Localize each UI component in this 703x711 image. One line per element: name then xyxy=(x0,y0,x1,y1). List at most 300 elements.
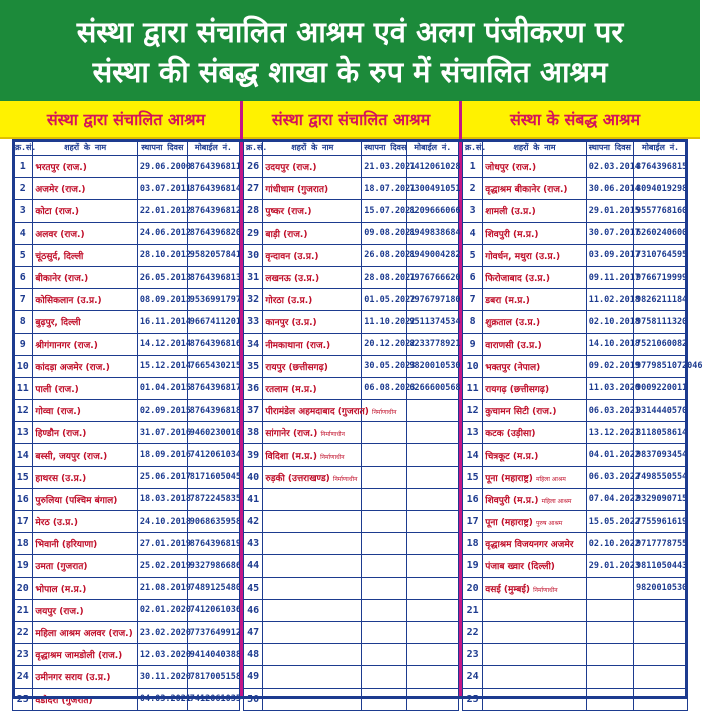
table-row xyxy=(13,400,240,422)
row-serial: 18 xyxy=(13,533,33,555)
row-established-date xyxy=(362,621,407,643)
row-established-date xyxy=(362,688,407,710)
row-established-date: 04.03.2021 xyxy=(137,688,187,710)
row-city-name: उमीनगर सराय (उ.प्र.) xyxy=(35,673,111,684)
row-serial: 9 xyxy=(13,333,33,355)
table-row xyxy=(244,644,459,666)
row-established-date xyxy=(586,688,633,710)
row-established-date: 29.06.2000 xyxy=(137,156,187,178)
row-mobile: 9314440570 xyxy=(634,400,688,422)
row-city xyxy=(263,533,362,555)
row-city-name: गोव्वा (राज.) xyxy=(35,407,81,418)
row-established-date: 18.07.2021 xyxy=(362,178,407,200)
row-mobile: 8171605045 xyxy=(187,466,239,488)
row-mobile: 9667411201 xyxy=(187,311,239,333)
row-city xyxy=(483,377,587,399)
row-serial: 37 xyxy=(244,400,263,422)
row-established-date: 13.12.2021 xyxy=(586,422,633,444)
row-serial: 5 xyxy=(13,244,33,266)
col-header-mobile: मोबाईल नं. xyxy=(634,140,688,156)
panel-title: संस्था द्वारा संचालित आश्रम xyxy=(46,110,206,129)
row-established-date: 07.04.2022 xyxy=(586,488,633,510)
row-city xyxy=(33,555,137,577)
row-city-name: वृन्दावन (उ.प्र.) xyxy=(265,251,319,262)
row-mobile: 7412061036 xyxy=(187,599,239,621)
table-row xyxy=(244,156,459,178)
row-city-name: पीरामंडेल अहमदाबाद (गुजरात) xyxy=(265,407,369,418)
row-city-name: कुचामन सिटी (राज.) xyxy=(485,407,557,418)
row-mobile: 7755961619 xyxy=(634,511,688,533)
row-city xyxy=(263,156,362,178)
row-serial: 3 xyxy=(13,200,33,222)
table-row xyxy=(463,444,688,466)
row-established-date: 21.08.2019 xyxy=(137,577,187,599)
row-mobile xyxy=(407,422,459,444)
row-established-date: 30.06.2014 xyxy=(586,178,633,200)
row-established-date: 01.04.2015 xyxy=(137,377,187,399)
table-row xyxy=(244,488,459,510)
row-mobile: 6266600568 xyxy=(407,377,459,399)
row-serial: 39 xyxy=(244,444,263,466)
row-established-date xyxy=(362,599,407,621)
row-city xyxy=(263,377,362,399)
row-city xyxy=(33,533,137,555)
row-city-name: वृद्धाश्रम विजयनगर अजमेर xyxy=(485,540,574,551)
row-mobile: 9327986686 xyxy=(187,555,239,577)
row-city-name: चूंठसुर्द, दिल्ली xyxy=(35,251,84,262)
row-city xyxy=(483,422,587,444)
row-status-tag: निर्माणाधीन xyxy=(332,475,358,483)
row-city-name: रायपुर (छत्तीसगढ़) xyxy=(265,362,328,373)
row-city xyxy=(33,644,137,666)
row-mobile xyxy=(407,400,459,422)
row-mobile: 9511374534 xyxy=(407,311,459,333)
row-established-date: 22.01.2012 xyxy=(137,200,187,222)
row-established-date: 09.08.2021 xyxy=(362,222,407,244)
row-established-date: 15.07.2021 xyxy=(362,200,407,222)
row-established-date: 03.07.2011 xyxy=(137,178,187,200)
row-mobile: 7521060082 xyxy=(634,333,688,355)
row-serial: 14 xyxy=(463,444,483,466)
row-city xyxy=(483,599,587,621)
row-established-date: 06.08.2023 xyxy=(362,377,407,399)
panel-affiliated-ashrams xyxy=(462,101,703,705)
table-row xyxy=(463,244,688,266)
table-row xyxy=(13,333,240,355)
table-row xyxy=(13,422,240,444)
row-serial: 10 xyxy=(13,355,33,377)
row-established-date: 26.05.2013 xyxy=(137,266,187,288)
row-mobile: 7665430215 xyxy=(187,355,239,377)
row-serial: 8 xyxy=(13,311,33,333)
row-mobile: 8764396816 xyxy=(187,333,239,355)
table-row xyxy=(463,599,688,621)
row-city xyxy=(33,178,137,200)
table-header-row xyxy=(463,140,688,156)
row-mobile: 9717778755 xyxy=(634,533,688,555)
row-serial: 50 xyxy=(244,688,263,710)
row-city xyxy=(483,311,587,333)
table-header-row xyxy=(244,140,459,156)
row-city xyxy=(33,688,137,710)
row-established-date: 14.12.2014 xyxy=(137,333,187,355)
row-serial: 15 xyxy=(13,466,33,488)
row-mobile: 9758111320 xyxy=(634,311,688,333)
col-header-name: शहरों के नाम xyxy=(483,140,587,156)
table-row xyxy=(13,511,240,533)
table-row xyxy=(13,466,240,488)
row-city xyxy=(263,466,362,488)
row-mobile: 7412061035 xyxy=(187,688,239,710)
col-header-date: स्थापना दिवस xyxy=(586,140,633,156)
row-mobile: 8764396812 xyxy=(187,200,239,222)
row-city xyxy=(483,644,587,666)
row-city xyxy=(483,688,587,710)
table-row xyxy=(463,400,688,422)
row-serial: 24 xyxy=(463,666,483,688)
row-serial: 26 xyxy=(244,156,263,178)
row-mobile xyxy=(634,599,688,621)
table-row xyxy=(463,621,688,643)
row-city-name: शामली (उ.प्र.) xyxy=(485,207,536,218)
row-city xyxy=(263,666,362,688)
row-established-date xyxy=(362,555,407,577)
header-title-line2: संस्था की संबद्ध शाखा के रुप में संचालित आश्रम xyxy=(92,55,608,89)
table-row xyxy=(463,488,688,510)
row-city xyxy=(33,355,137,377)
row-city-name: उदयपुर (राज.) xyxy=(265,163,317,174)
row-established-date: 06.03.2022 xyxy=(586,466,633,488)
row-established-date: 08.09.2013 xyxy=(137,289,187,311)
row-serial: 2 xyxy=(463,178,483,200)
table-row xyxy=(13,200,240,222)
table-row xyxy=(13,577,240,599)
row-serial: 14 xyxy=(13,444,33,466)
row-city xyxy=(483,666,587,688)
row-serial: 7 xyxy=(463,289,483,311)
row-serial: 16 xyxy=(463,488,483,510)
row-mobile: 7737649912 xyxy=(187,621,239,643)
table-row xyxy=(463,422,688,444)
row-mobile: 7817005158 xyxy=(187,666,239,688)
table-row xyxy=(244,621,459,643)
row-serial: 42 xyxy=(244,511,263,533)
row-city xyxy=(263,222,362,244)
table-row xyxy=(463,200,688,222)
row-established-date: 28.10.2012 xyxy=(137,244,187,266)
panel-title: संस्था के संबद्ध आश्रम xyxy=(509,110,641,129)
table-row xyxy=(463,156,688,178)
row-serial: 11 xyxy=(13,377,33,399)
row-city xyxy=(263,577,362,599)
row-established-date xyxy=(362,444,407,466)
table-row xyxy=(244,266,459,288)
row-established-date: 30.05.2023 xyxy=(362,355,407,377)
row-city xyxy=(33,333,137,355)
row-established-date xyxy=(586,577,633,599)
row-serial: 29 xyxy=(244,222,263,244)
col-header-date: स्थापना दिवस xyxy=(362,140,407,156)
row-established-date xyxy=(586,644,633,666)
row-city xyxy=(483,289,587,311)
row-city xyxy=(483,156,587,178)
row-city xyxy=(263,644,362,666)
table-row xyxy=(13,156,240,178)
row-established-date: 23.02.2020 xyxy=(137,621,187,643)
row-serial: 36 xyxy=(244,377,263,399)
row-mobile: 9766719999 xyxy=(634,266,688,288)
row-serial: 7 xyxy=(13,289,33,311)
table-row xyxy=(463,222,688,244)
row-city xyxy=(483,533,587,555)
row-mobile xyxy=(407,599,459,621)
table-row xyxy=(244,422,459,444)
row-city-name: कटक (उड़ीसा) xyxy=(485,429,536,440)
row-serial: 6 xyxy=(13,266,33,288)
row-established-date: 30.11.2020 xyxy=(137,666,187,688)
row-serial: 45 xyxy=(244,577,263,599)
row-city-name: विदिशा (म.प्र.) xyxy=(265,451,317,462)
table-row xyxy=(463,666,688,688)
row-serial: 1 xyxy=(13,156,33,178)
row-serial: 19 xyxy=(13,555,33,577)
table-row xyxy=(244,688,459,710)
row-established-date: 16.11.2014 xyxy=(137,311,187,333)
row-mobile: 8233778921 xyxy=(407,333,459,355)
row-city-name: वाराणसी (उ.प्र.) xyxy=(485,340,542,351)
table-row xyxy=(244,577,459,599)
row-serial: 3 xyxy=(463,200,483,222)
col-header-name: शहरों के नाम xyxy=(263,140,362,156)
row-serial: 6 xyxy=(463,266,483,288)
row-serial: 49 xyxy=(244,666,263,688)
col-header-sn: क्र.सं. xyxy=(244,140,263,156)
row-city-name: नीमकाथाना (राज.) xyxy=(265,340,331,351)
row-serial: 24 xyxy=(13,666,33,688)
table-row xyxy=(463,311,688,333)
row-city xyxy=(483,266,587,288)
row-city-name: बुढ़पुर, दिल्ली xyxy=(35,318,81,329)
row-mobile xyxy=(634,621,688,643)
col-header-name: शहरों के नाम xyxy=(33,140,137,156)
row-serial: 25 xyxy=(13,688,33,710)
row-city-name: रतलाम (म.प्र.) xyxy=(265,384,317,395)
row-established-date: 02.01.2020 xyxy=(137,599,187,621)
row-established-date xyxy=(362,644,407,666)
row-city-name: वृद्धाश्रम बीकानेर (राज.) xyxy=(485,185,568,196)
table-row xyxy=(244,355,459,377)
row-city-name: उमता (गुजरात) xyxy=(35,562,88,573)
row-serial: 12 xyxy=(13,400,33,422)
row-serial: 32 xyxy=(244,289,263,311)
row-city-name: जयपुर (राज.) xyxy=(35,606,84,617)
row-serial: 19 xyxy=(463,555,483,577)
row-city xyxy=(33,599,137,621)
table-row xyxy=(463,289,688,311)
table-row xyxy=(244,466,459,488)
row-status-tag: निर्माणाधीन xyxy=(320,431,345,439)
row-serial: 31 xyxy=(244,266,263,288)
row-established-date: 24.06.2012 xyxy=(137,222,187,244)
table-row xyxy=(13,289,240,311)
row-serial: 21 xyxy=(463,599,483,621)
table-row xyxy=(244,400,459,422)
row-city xyxy=(483,488,587,510)
row-established-date xyxy=(362,533,407,555)
panel-title: संस्था द्वारा संचालित आश्रम xyxy=(271,110,431,129)
row-mobile: 8764396818 xyxy=(187,400,239,422)
ashram-table xyxy=(243,139,459,711)
row-established-date: 14.10.2018 xyxy=(586,333,633,355)
row-mobile: 9009220011 xyxy=(634,377,688,399)
row-city-name: महिला आश्रम अलवर (राज.) xyxy=(35,629,133,640)
row-mobile: 8764396815 xyxy=(634,156,688,178)
row-city xyxy=(263,621,362,643)
row-established-date: 03.09.2017 xyxy=(586,244,633,266)
row-city xyxy=(263,599,362,621)
row-serial: 23 xyxy=(13,644,33,666)
row-city xyxy=(483,511,587,533)
table-row xyxy=(13,444,240,466)
row-city xyxy=(263,289,362,311)
row-mobile: 9826211184 xyxy=(634,289,688,311)
row-city-name: पुष्कर (राज.) xyxy=(265,207,312,218)
row-established-date: 04.01.2022 xyxy=(586,444,633,466)
row-serial: 18 xyxy=(463,533,483,555)
row-established-date: 02.03.2014 xyxy=(586,156,633,178)
table-row xyxy=(244,200,459,222)
row-city xyxy=(483,444,587,466)
row-mobile: 9460230010 xyxy=(187,422,239,444)
table-row xyxy=(13,178,240,200)
row-serial: 22 xyxy=(13,621,33,643)
row-city-name: पूना (महाराष्ट्र) xyxy=(485,473,533,484)
panel-operated-ashrams-1 xyxy=(12,101,241,706)
table-row xyxy=(463,533,688,555)
row-serial: 13 xyxy=(13,422,33,444)
row-mobile xyxy=(634,666,688,688)
row-city-name: गांधीधाम (गुजरात) xyxy=(265,185,329,196)
row-serial: 20 xyxy=(463,577,483,599)
row-city xyxy=(33,666,137,688)
row-city-name: रुड़की (उत्तराखण्ड) xyxy=(265,473,330,484)
row-city-name: अलवर (राज.) xyxy=(35,229,85,240)
row-city-name: भक्तपुर (नेपाल) xyxy=(485,362,541,373)
row-city-name: बस्सी, जयपुर (राज.) xyxy=(35,451,108,462)
row-established-date: 18.09.2016 xyxy=(137,444,187,466)
table-row xyxy=(463,266,688,288)
row-city xyxy=(483,355,587,377)
row-city-name: कांदड़ा अजमेर (राज.) xyxy=(35,362,110,373)
row-mobile: 7300491051 xyxy=(407,178,459,200)
row-city-name: पाली (राज.) xyxy=(35,384,79,395)
row-serial: 34 xyxy=(244,333,263,355)
row-mobile: 9068635958 xyxy=(187,511,239,533)
row-status-tag: महिला आश्रम xyxy=(535,475,566,483)
row-city-name: कोसिकलान (उ.प्र.) xyxy=(35,296,102,307)
row-serial: 10 xyxy=(463,355,483,377)
table-row xyxy=(244,311,459,333)
row-established-date: 11.03.2020 xyxy=(586,377,633,399)
row-mobile: 7489125480 xyxy=(187,577,239,599)
table-row xyxy=(244,444,459,466)
row-city-name: गोरठा (उ.प्र.) xyxy=(265,296,313,307)
row-serial: 38 xyxy=(244,422,263,444)
row-mobile xyxy=(407,533,459,555)
row-mobile: 7310764595 xyxy=(634,244,688,266)
row-established-date: 11.10.2022 xyxy=(362,311,407,333)
row-established-date xyxy=(362,466,407,488)
row-serial: 41 xyxy=(244,488,263,510)
row-established-date: 29.01.2015 xyxy=(586,200,633,222)
row-city xyxy=(263,422,362,444)
row-city xyxy=(263,266,362,288)
row-serial: 30 xyxy=(244,244,263,266)
row-city xyxy=(33,621,137,643)
table-row xyxy=(463,555,688,577)
row-city-name: मेरठ (उ.प्र.) xyxy=(35,518,78,529)
row-mobile xyxy=(407,621,459,643)
row-serial: 16 xyxy=(13,488,33,510)
row-serial: 47 xyxy=(244,621,263,643)
table-row xyxy=(244,666,459,688)
row-established-date: 18.03.2018 xyxy=(137,488,187,510)
row-city-name: गोवर्धन, मथुरा (उ.प्र.) xyxy=(485,251,561,262)
row-established-date: 09.11.2017 xyxy=(586,266,633,288)
row-city-name: भोपाल (म.प्र.) xyxy=(35,584,87,595)
row-city-name: वडोदरा (गुजरात) xyxy=(35,695,93,706)
row-city-name: फिरोजाबाद (उ.प्र.) xyxy=(485,274,551,285)
row-status-tag: महिला आश्रम xyxy=(541,497,572,505)
row-mobile xyxy=(407,688,459,710)
row-serial: 11 xyxy=(463,377,483,399)
table-row xyxy=(244,555,459,577)
ashram-table xyxy=(462,139,703,711)
row-mobile xyxy=(634,644,688,666)
row-city xyxy=(33,466,137,488)
row-city xyxy=(33,289,137,311)
row-city-name: वसई (मुम्बई) xyxy=(485,584,530,595)
row-city xyxy=(263,244,362,266)
row-established-date: 20.12.2022 xyxy=(362,333,407,355)
row-city-name: बीकानेर (राज.) xyxy=(35,274,89,285)
row-mobile: 8764396819 xyxy=(187,533,239,555)
row-serial: 8 xyxy=(463,311,483,333)
table-row xyxy=(13,355,240,377)
table-row xyxy=(244,377,459,399)
row-city xyxy=(33,244,137,266)
row-established-date xyxy=(362,511,407,533)
row-established-date: 29.01.2023 xyxy=(586,555,633,577)
row-city xyxy=(33,266,137,288)
row-city xyxy=(33,577,137,599)
row-serial: 12 xyxy=(463,400,483,422)
row-mobile xyxy=(634,688,688,710)
table-row xyxy=(463,688,688,710)
table-row xyxy=(463,333,688,355)
row-serial: 4 xyxy=(13,222,33,244)
row-mobile: 8949004282 xyxy=(407,244,459,266)
row-city-name: लखनऊ (उ.प्र.) xyxy=(265,274,320,285)
row-mobile: 8764396811 xyxy=(187,156,239,178)
row-city-name: डबरा (म.प्र.) xyxy=(485,296,530,307)
row-mobile: 9779851072046 xyxy=(634,355,688,377)
row-serial: 5 xyxy=(463,244,483,266)
row-serial: 9 xyxy=(463,333,483,355)
row-serial: 40 xyxy=(244,466,263,488)
row-city-name: चित्रकूट (म.प्र.) xyxy=(485,451,539,462)
row-serial: 17 xyxy=(13,511,33,533)
